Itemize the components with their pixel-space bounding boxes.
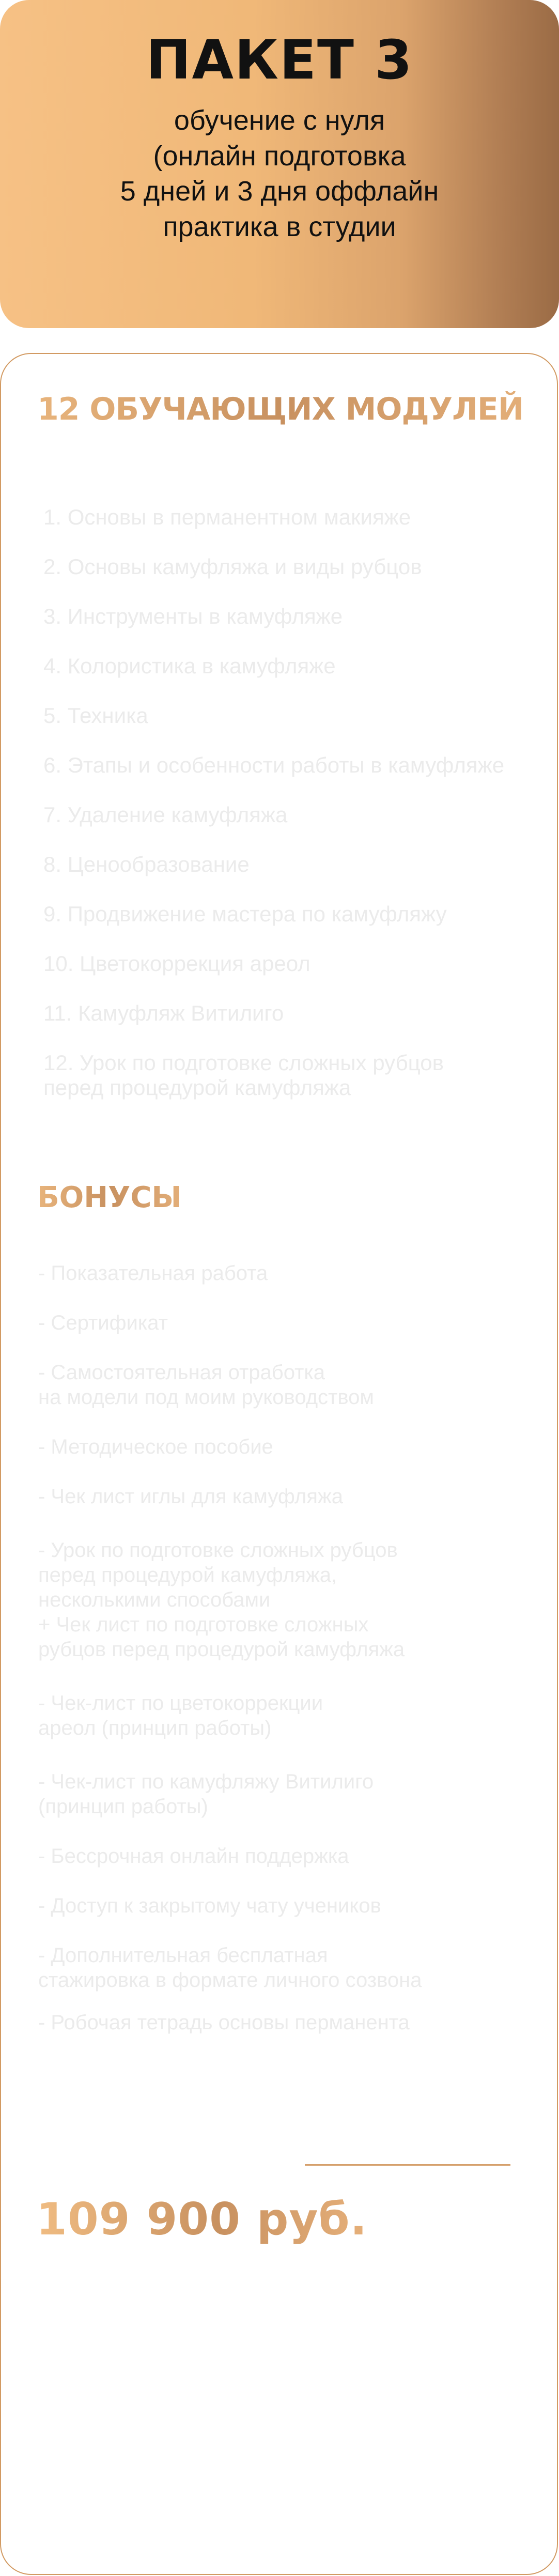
bonus-item: - Показательная работа [38,1262,268,1285]
bonus-item: - Урок по подготовке сложных рубцов перед процедурой камуфляжа, несколькими способами + Чек лист по подготовке сложных рубцов перед процедурой камуфляжа [38,1539,405,1661]
bonuses-list [38,1261,547,2035]
bonus-item: - Бессрочная онлайн поддержка [38,1845,349,1868]
package-details-card [0,353,558,2575]
module-item: 4. Колористика в камуфляже [43,654,336,678]
module-item: 5. Техника [43,703,148,728]
package-subtitle-line: 5 дней и 3 дня оффлайн [120,176,439,207]
module-item: 9. Продвижение мастера по камуфляжу [43,902,447,926]
module-item: 10. Цветокоррекция ареол [43,951,310,976]
price-divider [305,2164,510,2166]
package-title: ПАКЕТ 3 [146,28,413,91]
module-item: 3. Инструменты в камуфляже [43,604,343,628]
module-item: 11. Камуфляж Витилиго [43,1001,284,1025]
module-item: 7. Удаление камуфляжа [43,803,288,827]
modules-heading: 12 ОБУЧАЮЩИХ МОДУЛЕЙ [37,391,524,427]
module-item: 1. Основы в перманентном макияже [43,505,411,529]
bonus-item: - Робочая тетрадь основы перманента [38,2011,410,2034]
bonus-item: - Доступ к закрытому чату учеников [38,1894,381,1917]
bonus-item: - Самостоятельная отработка на модели под моим руководством [38,1361,374,1409]
bonuses-heading: БОНУСЫ [37,1181,182,1214]
module-item: 8. Ценообразование [43,852,250,876]
bonus-item: - Чек лист иглы для камуфляжа [38,1485,343,1508]
package-price: 109 900 руб. [36,2194,368,2245]
module-item: 6. Этапы и особенности работы в камуфляже [43,753,505,777]
module-item: 12. Урок по подготовке сложных рубцов перед процедурой камуфляжа [43,1051,444,1100]
package-subtitle-line: (онлайн подготовка [153,140,406,172]
bonus-item: - Чек-лист по камуфляжу Витилиго (принцип работы) [38,1770,374,1818]
package-subtitle [0,103,559,244]
package-subtitle-line: обучение с нуля [174,105,385,136]
module-item: 2. Основы камуфляжа и виды рубцов [43,554,422,579]
package-subtitle-line: практика в студии [163,211,396,242]
bonus-item: - Чек-лист по цветокоррекции ареол (принцип работы) [38,1692,323,1739]
package-header-card [0,0,559,328]
bonus-item: - Дополнительная бесплатная стажировка в формате личного созвона [38,1944,422,1992]
modules-list [43,505,547,1125]
bonus-item: - Сертификат [38,1312,168,1334]
bonus-item: - Методическое пособие [38,1436,273,1458]
